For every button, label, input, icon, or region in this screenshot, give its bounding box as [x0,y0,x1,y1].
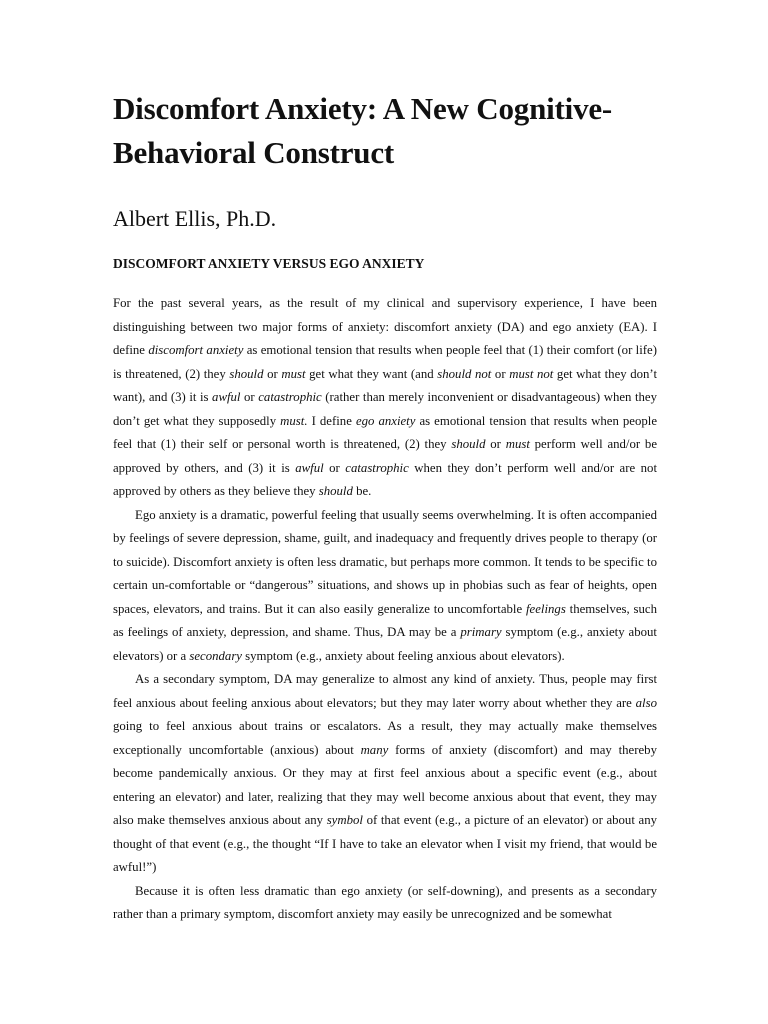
text-run: get what they want (and [305,366,438,381]
italic-text: secondary [189,648,242,663]
text-run: forms of anxiety (discomfort) and may thereby become pandemically anxious. Or they may at first feel anxious about a specific event (e.g., about entering an elevator) and later, realizing that they may well become anxious about that event, they may also make themselves anxious about any [113,742,657,827]
italic-text: must [505,437,530,451]
paragraph [113,668,657,880]
italic-text: must not [509,366,554,381]
text-run: I define [307,413,356,428]
italic-text: discomfort anxiety [148,343,244,357]
italic-text: should [229,366,264,381]
text-run: Because it is often less dramatic than ego anxiety (or self-downing), and presents as a secondary rather than a primary symptom, discomfort anxiety may easily be unrecognized and be somewhat [113,883,657,921]
text-run: Ego anxiety is a dramatic, powerful feeling that usually seems overwhelming. It is often accompanied by feelings of severe depression, shame, guilt, and inadequacy and frequently drives people to therapy (or to suicide). Discomfort anxiety is often less dramatic, but perhaps more common. It tends to be specific to certain un-comfortable or “dangerous” situations, and shows up in phobias such as fear of heights, open spaces, elevators, and trains. But it can also easily generalize to uncomfortable [113,507,657,616]
text-run: or [240,390,259,404]
section-heading: DISCOMFORT ANXIETY VERSUS EGO ANXIETY [113,256,425,271]
italic-text: should [318,484,353,498]
italic-text: primary [460,625,502,639]
text-run: when they don’t perform well and/or are not approved by others as they believe they [113,460,657,498]
italic-text: symbol [326,813,363,827]
italic-text: should not [437,366,492,381]
document-title: Discomfort Anxiety: A New Cognitive-Behavioral Construct [113,91,613,170]
italic-text: should [451,437,486,451]
text-run: symptom (e.g., anxiety about elevators) or a [113,625,657,663]
italic-text: awful [295,460,324,475]
text-run: As a secondary symptom, DA may generalize to almost any kind of anxiety. Thus, people may first feel anxious about feeling anxious about elevators; but they may later worry about whether they are [113,672,657,710]
text-run: of that event (e.g., a picture of an elevator) or about any thought of that event (e.g., the thought “If I have to take an elevator when I visit my friend, that would be awful!”) [113,813,657,874]
text-run: or [485,437,506,451]
text-run: For the past several years, as the result of my clinical and supervisory experience, I have been distinguishing between two major forms of anxiety: discomfort anxiety (DA) and ego anxiety (EA). I define [113,296,657,357]
italic-text: ego anxiety [355,413,416,428]
paragraph [113,292,657,504]
italic-text: feelings [526,601,566,616]
text-run: get what they don’t want), and (3) it is [113,366,658,404]
text-run: (rather than merely inconvenient or disadvantageous) when they don’t get what they supposedly [113,390,658,428]
text-run: perform well and/or be approved by others, and (3) it is [113,437,658,475]
italic-text: also [635,695,657,710]
italic-text: catastrophic [258,390,322,404]
text-run: symptom (e.g., anxiety about feeling anxious about elevators). [241,648,565,663]
text-run: as emotional tension that results when people feel that (1) their comfort (or life) is threatened, (2) they [113,343,657,381]
italic-text: must. [280,413,308,428]
text-run: or [323,460,346,475]
italic-text: catastrophic [345,460,409,475]
body-text [113,292,657,927]
italic-text: must [281,366,306,381]
author-name: Albert Ellis, Ph.D. [113,206,277,231]
paragraph [113,880,657,927]
text-run: or [491,366,510,381]
text-run: going to feel anxious about trains or escalators. As a result, they may actually make themselves exceptionally uncomfortable (anxious) about [113,719,657,757]
italic-text: many [360,742,389,757]
text-run: be. [352,484,372,498]
paragraph [113,504,657,669]
text-run: as emotional tension that results when people feel that (1) their self or personal worth is threatened, (2) they [113,413,658,451]
text-run: or [263,366,282,381]
italic-text: awful [212,390,241,404]
text-run: themselves, such as feelings of anxiety, depression, and shame. Thus, DA may be a [113,601,657,639]
